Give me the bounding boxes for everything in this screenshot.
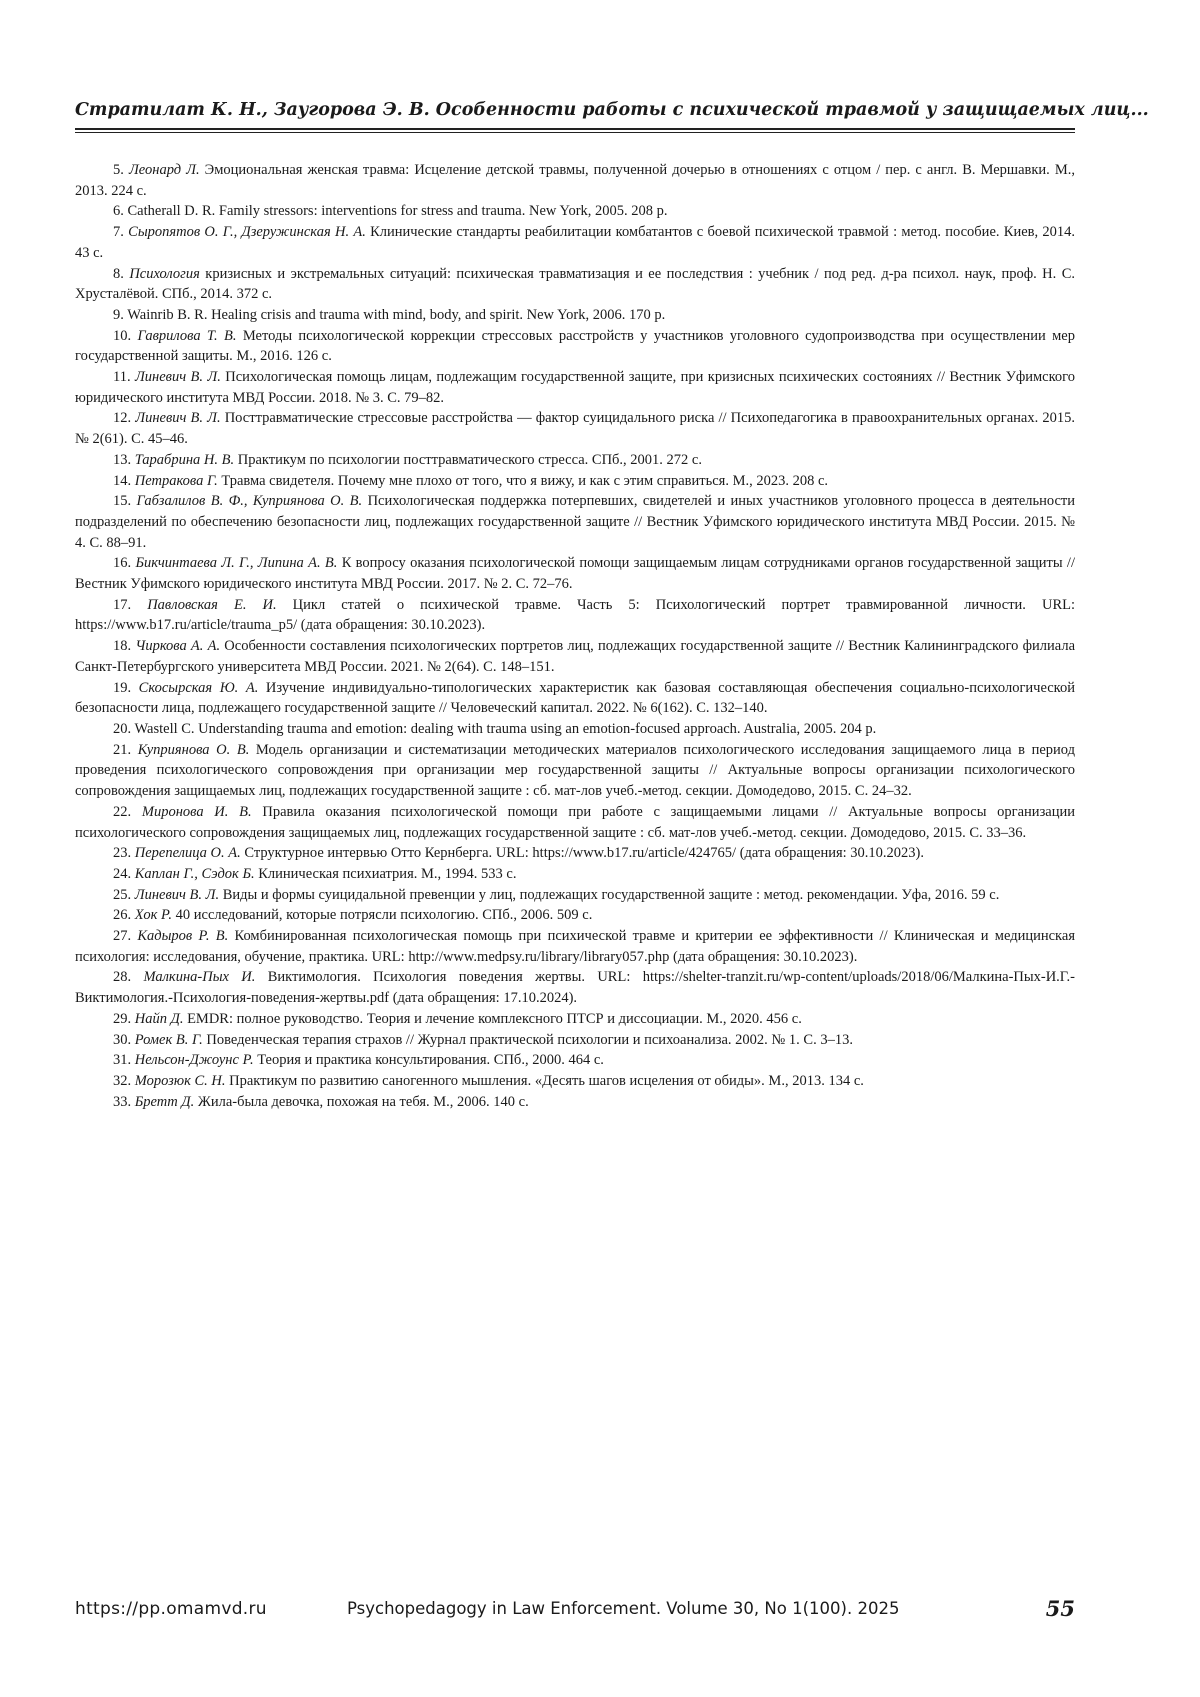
reference-number: 29.	[113, 1010, 132, 1027]
running-header: Стратилат К. Н., Заугорова Э. В. Особенности работы с психической травмой у защищаемых лиц...	[75, 100, 1149, 120]
reference-author: Скосырская Ю. А.	[138, 679, 259, 696]
reference-number: 6.	[113, 203, 124, 220]
header-rule-thin	[75, 132, 1075, 133]
reference-number: 26.	[113, 907, 132, 924]
reference-text: К вопросу оказания психологической помощи защищаемым лицам сотрудниками органов государственной защиты // Вестник Уфимского юридического института МВД России. 2017. № 2. С. 72–76.	[75, 555, 1075, 593]
reference-item	[75, 201, 1075, 222]
reference-author: Найп Д.	[134, 1010, 184, 1027]
reference-number: 32.	[113, 1072, 132, 1089]
reference-item	[75, 1071, 1075, 1092]
reference-author: Малкина-Пых И.	[143, 969, 256, 986]
reference-text: EMDR: полное руководство. Теория и лечение комплексного ПТСР и диссоциации. М., 2020. 456 с.	[183, 1010, 802, 1027]
reference-text: Клинические стандарты реабилитации комбатантов с боевой психической травмой : метод. пособие. Киев, 2014. 43 с.	[75, 224, 1076, 261]
reference-text: 40 исследований, которые потрясли психологию. СПб., 2006. 509 с.	[172, 907, 593, 924]
reference-item	[75, 678, 1075, 719]
reference-text: Wainrib B. R. Healing crisis and trauma with mind, body, and spirit. New York, 2006. 170 p.	[127, 306, 666, 323]
reference-item	[75, 1092, 1075, 1113]
reference-number: 5.	[113, 162, 124, 178]
reference-author: Хок Р.	[134, 907, 173, 924]
reference-item	[75, 264, 1075, 305]
reference-number: 7.	[113, 224, 124, 241]
reference-text: Теория и практика консультирования. СПб., 2000. 464 с.	[253, 1052, 604, 1069]
reference-number: 25.	[113, 886, 132, 903]
reference-number: 8.	[113, 265, 124, 282]
reference-item	[75, 222, 1075, 263]
header-rule-thick	[75, 128, 1075, 130]
reference-author: Кадыров Р. В.	[137, 928, 229, 945]
reference-item	[75, 926, 1075, 967]
reference-number: 9.	[113, 306, 124, 323]
reference-item	[75, 160, 1075, 201]
reference-item	[75, 1030, 1075, 1051]
reference-text: Эмоциональная женская травма: Исцеление детской травмы, полученной дочерью в отношениях с отцом / пер. с англ. В. Мершавки. М., 2013. 224 с.	[75, 162, 1076, 199]
reference-text: Психологическая поддержка потерпевших, свидетелей и иных участников уголовного процесса в деятельности подразделений по обеспечению безопасности лиц, подлежащих государственной защите // Вестник Уфимского юридического института МВД России. 2015. № 4. С. 88–91.	[75, 493, 1076, 551]
reference-item	[75, 553, 1075, 594]
reference-number: 20.	[113, 720, 132, 737]
reference-text: Травма свидетеля. Почему мне плохо от того, что я вижу, и как с этим справиться. М., 2023. 208 с.	[217, 472, 829, 489]
reference-author: Габзалилов В. Ф., Куприянова О. В.	[136, 493, 363, 510]
reference-text: Жила-была девочка, похожая на тебя. М., 2006. 140 с.	[194, 1093, 529, 1110]
reference-author: Гаврилова Т. В.	[137, 327, 237, 344]
footer-journal-title: Psychopedagogy in Law Enforcement. Volume 30, No 1(100). 2025	[347, 1599, 900, 1618]
reference-text: кризисных и экстремальных ситуаций: психическая травматизация и ее последствия : учебник / под ред. д-ра психол. наук, проф. Н. С. Хрусталёвой. СПб., 2014. 372 с.	[75, 265, 1075, 303]
reference-item	[75, 905, 1075, 926]
reference-number: 13.	[113, 451, 132, 468]
reference-number: 19.	[113, 679, 132, 696]
reference-number: 17.	[113, 596, 132, 613]
reference-text: Цикл статей о психической травме. Часть 5: Психологический портрет травмированной личности. URL: https://www.b17.ru/article/trauma_p5/ (дата обращения: 30.10.2023).	[75, 596, 1076, 634]
reference-number: 16.	[113, 555, 132, 572]
reference-item	[75, 740, 1075, 802]
reference-item	[75, 450, 1075, 471]
reference-author: Леонард Л.	[128, 162, 200, 178]
reference-number: 10.	[113, 327, 132, 344]
reference-text: Методы психологической коррекции стрессовых расстройств у участников уголовного судопроизводства при осуществлении мер государственной защиты. М., 2016. 126 с.	[75, 327, 1075, 365]
reference-item	[75, 1009, 1075, 1030]
reference-item	[75, 595, 1075, 636]
reference-item	[75, 326, 1075, 367]
reference-item	[75, 843, 1075, 864]
reference-text: Виды и формы суицидальной превенции у лиц, подлежащих государственной защите : метод. рекомендации. Уфа, 2016. 59 с.	[219, 886, 1000, 903]
reference-text: Модель организации и систематизации методических материалов психологического исследования защищаемого лица в период проведения психологического сопровождения при организации мер государственной защиты // Актуальные вопросы организации психологического сопровождения защищаемых лиц, подлежащих государственной защите : сб. мат-лов учеб.-метод. секции. Домодедово, 2015. С. 24–32.	[75, 741, 1075, 800]
reference-number: 24.	[113, 865, 132, 882]
reference-number: 12.	[113, 410, 132, 427]
reference-number: 14.	[113, 472, 132, 489]
reference-item	[75, 1050, 1075, 1071]
reference-number: 21.	[113, 741, 132, 758]
reference-list	[75, 160, 1075, 1112]
reference-text: Практикум по психологии посттравматического стресса. СПб., 2001. 272 с.	[234, 451, 702, 468]
reference-number: 33.	[113, 1093, 132, 1110]
reference-number: 18.	[113, 638, 132, 655]
reference-item	[75, 802, 1075, 843]
reference-author: Петракова Г.	[134, 472, 218, 489]
reference-text: Особенности составления психологических портретов лиц, подлежащих государственной защите // Вестник Калининградского филиала Санкт-Петербургского университета МВД России. 2021. № 2(64). С. 148–151.	[75, 638, 1076, 675]
reference-text: Поведенческая терапия страхов // Журнал практической психологии и психоанализа. 2002. № 1. С. 3–13.	[202, 1031, 853, 1048]
reference-author: Каплан Г., Сэдок Б.	[134, 865, 255, 882]
footer-url[interactable]: https://pp.omamvd.ru	[75, 1599, 267, 1619]
reference-text: Изучение индивидуально-типологических характеристик как базовая составляющая обеспечения социально-психологической безопасности лица, подлежащего государственной защите // Человеческий капитал. 2022. № 6(162). С. 132–140.	[75, 679, 1076, 717]
reference-author: Тарабрина Н. В.	[134, 451, 235, 468]
reference-text: Правила оказания психологической помощи при работе с защищаемыми лицами // Актуальные вопросы организации психологического сопровождения защищаемых лиц, подлежащих государственной защите : сб. мат-лов учеб.-метод. секции. Домодедово, 2015. С. 33–36.	[75, 803, 1076, 841]
reference-author: Сыропятов О. Г., Дзеружинская Н. А.	[128, 224, 366, 241]
reference-number: 11.	[113, 369, 131, 386]
reference-author: Чиркова А. А.	[135, 638, 221, 655]
reference-number: 27.	[113, 928, 132, 945]
reference-number: 30.	[113, 1031, 132, 1048]
reference-text: Практикум по развитию саногенного мышления. «Десять шагов исцеления от обиды». М., 2013. 134 с.	[225, 1072, 864, 1089]
page-footer	[75, 1596, 1075, 1629]
reference-number: 22.	[113, 803, 132, 820]
page-number: 55	[1045, 1596, 1075, 1621]
reference-item	[75, 864, 1075, 885]
reference-text: Виктимология. Психология поведения жертвы. URL: https://shelter-tranzit.ru/wp-content/uploads/2018/06/Малкина-Пых-И.Г.-Виктимология.-Психология-поведения-жертвы.pdf (дата обращения: 17.10.2024).	[75, 969, 1076, 1007]
reference-text: Психологическая помощь лицам, подлежащим государственной защите, при кризисных психических состояниях // Вестник Уфимского юридического института МВД России. 2018. № 3. С. 79–82.	[75, 369, 1075, 406]
reference-number: 15.	[113, 493, 132, 510]
reference-author: Перепелица О. А.	[134, 845, 241, 862]
reference-text: Структурное интервью Отто Кернберга. URL: https://www.b17.ru/article/424765/ (дата обращения: 30.10.2023).	[240, 845, 925, 862]
reference-author: Бикчинтаева Л. Г., Липина А. В.	[135, 555, 338, 572]
reference-author: Миронова И. В.	[141, 803, 252, 820]
reference-item	[75, 967, 1075, 1008]
reference-item	[75, 305, 1075, 326]
reference-author: Морозюк С. Н.	[134, 1072, 226, 1089]
reference-item	[75, 885, 1075, 906]
reference-author: Бретт Д.	[134, 1093, 195, 1110]
reference-text: Wastell C. Understanding trauma and emotion: dealing with trauma using an emotion-focused approach. Australia, 2005. 204 p.	[134, 720, 877, 737]
reference-number: 23.	[113, 845, 132, 862]
reference-item	[75, 471, 1075, 492]
reference-author: Нельсон-Джоунс Р.	[134, 1052, 254, 1069]
reference-number: 28.	[113, 969, 132, 986]
reference-text: Посттравматические стрессовые расстройства — фактор суицидального риска // Психопедагогика в правоохранительных органах. 2015. № 2(61). С. 45–46.	[75, 410, 1075, 448]
reference-text: Catherall D. R. Family stressors: interventions for stress and trauma. New York, 2005. 208 p.	[127, 203, 668, 220]
reference-author: Линевич В. Л.	[135, 410, 221, 427]
reference-text: Клиническая психиатрия. М., 1994. 533 с.	[254, 865, 517, 882]
reference-item	[75, 367, 1075, 408]
reference-author: Павловская Е. И.	[147, 596, 277, 613]
reference-author: Ромек В. Г.	[134, 1031, 203, 1048]
reference-item	[75, 491, 1075, 553]
reference-author: Куприянова О. В.	[137, 741, 250, 758]
reference-item	[75, 636, 1075, 677]
reference-number: 31.	[113, 1052, 132, 1069]
reference-author: Линевич В. Л.	[134, 369, 221, 386]
reference-text: Комбинированная психологическая помощь при психической травме и критерии ее эффективности // Клиническая и медицинская психология: исследования, обучение, практика. URL: http://www.medpsy.ru/library/library057.php (дата обращения: 30.10.2023).	[75, 928, 1075, 965]
reference-author: Психология	[129, 265, 200, 282]
reference-item	[75, 408, 1075, 449]
reference-item	[75, 719, 1075, 740]
reference-author: Линевич В. Л.	[134, 886, 220, 903]
